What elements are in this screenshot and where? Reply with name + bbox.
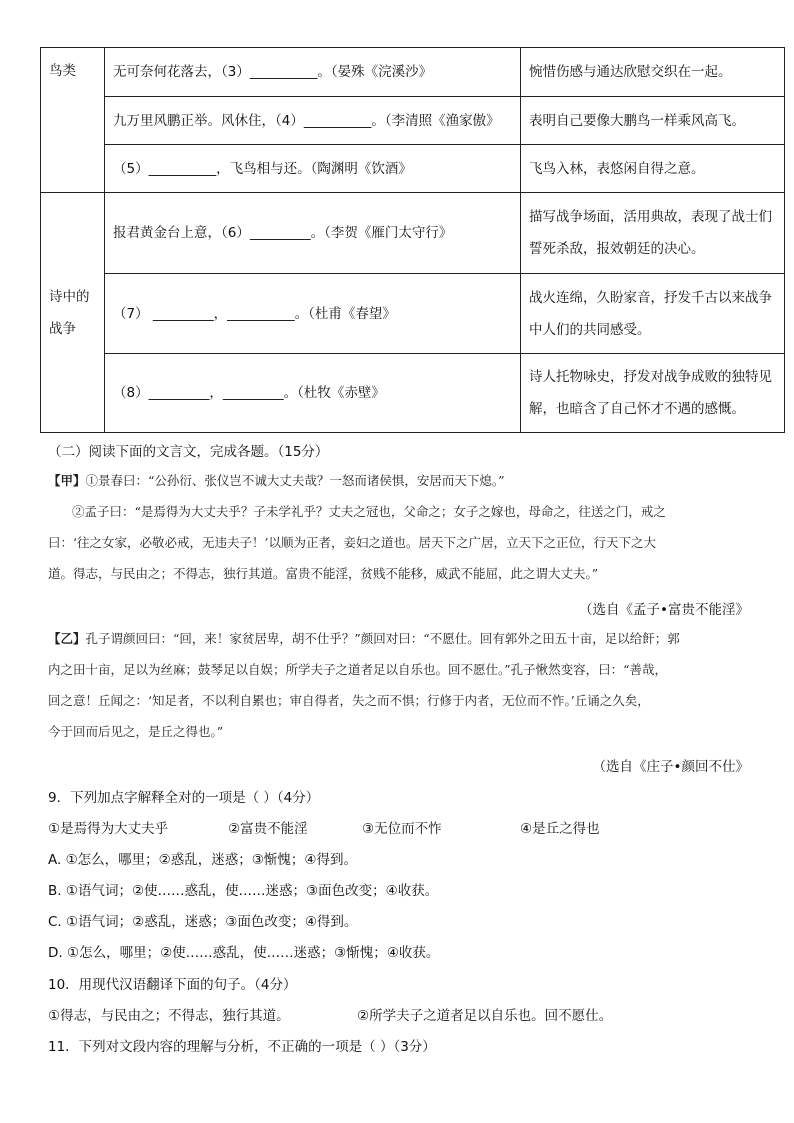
comment-cell — [521, 274, 785, 354]
passage-a-label: 【甲】 — [48, 473, 86, 488]
passage-b-source: （选自《庄子•颜回不仕》 — [592, 759, 749, 775]
poem-cell: 无可奈何花落去，（3）__________。（晏殊《浣溪沙》 — [105, 48, 521, 97]
passage-b-line: 回之意！丘闻之：‘知足者，不以利自累也；审自得者，失之而不惧；行修于内者，无位而不怍。’丘诵之久矣， — [48, 693, 650, 708]
category-line: 战争 — [49, 320, 76, 337]
comment-cell: 飞鸟入林，表悠闲自得之意。 — [521, 145, 785, 193]
q9-item: ②富贵不能淫 — [228, 821, 308, 837]
comment-line: 战火连绵，久盼家音，抒发千古以来战争 — [529, 289, 772, 306]
passage-a-source: （选自《孟子•富贵不能淫》 — [579, 602, 749, 618]
passage-a-line: 道。得志，与民由之；不得志，独行其道。富贵不能淫，贫贱不能移，威武不能屈，此之谓大丈夫。” — [48, 566, 599, 581]
comment-line: 解，也暗含了自己怀才不遇的感慨。 — [529, 401, 745, 417]
passage-b-line: 内之田十亩，足以为丝麻；鼓琴足以自娱；所学夫子之道者足以自乐也。回不愿仕。”孔子愀然变容，曰：“善哉， — [48, 662, 668, 677]
comment-cell — [521, 354, 785, 433]
poem-cell: 报君黄金台上意，（6）_________。（李贺《雁门太守行》 — [105, 193, 521, 274]
poem-cell: （7） _________，__________。（杜甫《春望》 — [105, 274, 521, 354]
table-row — [41, 274, 785, 354]
passage-b-label: 【乙】 — [48, 631, 86, 646]
table-row — [41, 193, 785, 274]
comment-line: 誓死杀敌，报效朝廷的决心。 — [529, 241, 705, 257]
poetry-table — [40, 47, 785, 433]
q9-option-c: C. ①语气词；②惑乱，迷惑；③面色改变；④得到。 — [48, 914, 358, 930]
passage-a-line: ②孟子曰：“是焉得为大丈夫乎？子未学礼乎？丈夫之冠也，父命之；女子之嫁也，母命之，往送之门，戒之 — [72, 504, 666, 519]
passage-a-line: 【甲】①景春曰：“公孙衍、张仪岂不诚大丈夫哉？一怒而诸侯惧，安居而天下熄。” — [48, 473, 505, 488]
q10-sentence-1: ①得志，与民由之；不得志，独行其道。 — [48, 1008, 290, 1024]
table-row — [41, 97, 785, 145]
comment-line: 描写战争场面，活用典故，表现了战士们 — [529, 209, 772, 225]
passage-b-line: 【乙】孔子谓颜回曰：“回，来！家贫居卑，胡不仕乎？”颜回对曰：“不愿仕。回有郭外之田五十亩，足以给飦；郭 — [48, 631, 680, 646]
comment-cell: 表明自己要像大鹏鸟一样乘风高飞。 — [521, 97, 785, 145]
question-9-stem: 9．下列加点字解释全对的一项是（ ）（4分） — [48, 790, 320, 806]
comment-line: 中人们的共同感受。 — [529, 321, 651, 338]
category-birds: 鸟类 — [41, 48, 105, 193]
q9-option-a: A. ①怎么，哪里；②惑乱，迷惑；③惭愧；④得到。 — [48, 852, 357, 868]
comment-cell: 惋惜伤感与通达欣慰交织在一起。 — [521, 48, 785, 97]
q9-item: ①是焉得为大丈夫乎 — [48, 821, 169, 837]
section-heading: （二）阅读下面的文言文，完成各题。（15分） — [48, 444, 329, 460]
question-10-stem: 10．用现代汉语翻译下面的句子。（4分） — [48, 977, 297, 993]
q9-item: ③无位而不怍 — [362, 821, 442, 837]
poem-cell: （8）_________，_________。（杜牧《赤壁》 — [105, 354, 521, 433]
table-row — [41, 145, 785, 193]
poem-cell: 九万里风鹏正举。风休住，（4）__________。（李清照《渔家傲》 — [105, 97, 521, 145]
category-war — [41, 193, 105, 433]
comment-cell — [521, 193, 785, 274]
q10-sentence-2: ②所学夫子之道者足以自乐也。回不愿仕。 — [357, 1008, 613, 1024]
question-11-stem: 11．下列对文段内容的理解与分析，不正确的一项是（ ）（3分） — [48, 1039, 436, 1055]
comment-line: 诗人托物咏史，抒发对战争成败的独特见 — [529, 369, 772, 385]
q9-option-b: B. ①语气词；②使……惑乱，使……迷惑；③面色改变；④收获。 — [48, 883, 439, 899]
poem-cell: （5）__________，飞鸟相与还。（陶渊明《饮酒》 — [105, 145, 521, 193]
table-row — [41, 48, 785, 97]
table-row — [41, 354, 785, 433]
q9-option-d: D. ①怎么，哪里；②使……惑乱，使……迷惑；③惭愧；④收获。 — [48, 945, 440, 961]
category-line: 诗中的 — [49, 288, 90, 305]
q9-item: ④是丘之得也 — [520, 821, 600, 837]
passage-b-line: 今于回而后见之，是丘之得也。” — [48, 724, 224, 739]
passage-a-line: 曰：‘往之女家，必敬必戒，无违夫子！’以顺为正者，妾妇之道也。居天下之广居，立天下之正位，行天下之大 — [48, 535, 656, 550]
